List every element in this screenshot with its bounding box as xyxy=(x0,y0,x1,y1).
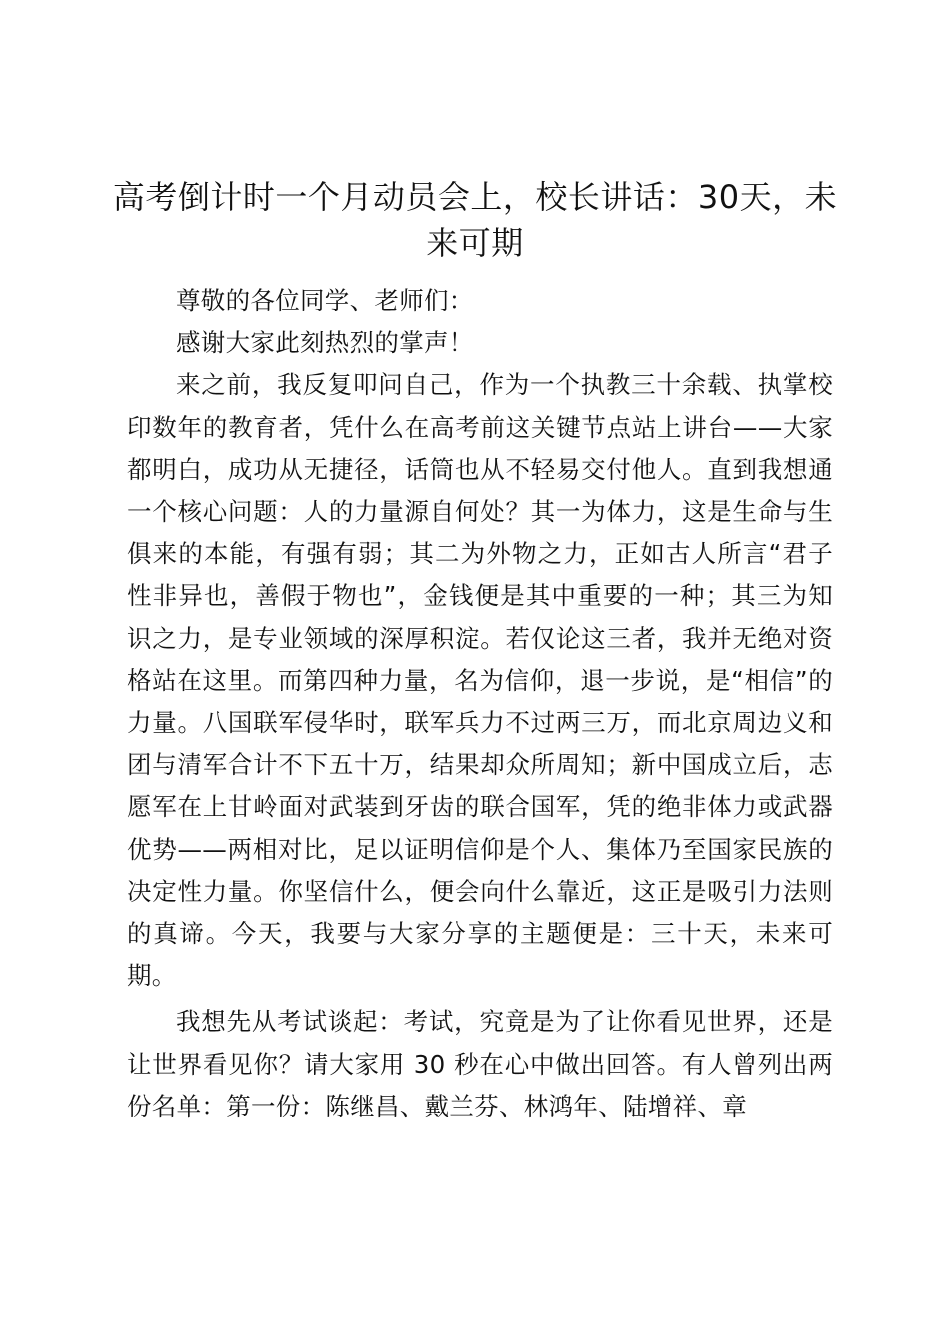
paragraph-greeting: 尊敬的各位同学、老师们： xyxy=(176,286,474,315)
document-body xyxy=(127,280,833,1128)
document-title: 高考倒计时一个月动员会上，校长讲话：30天，未来可期 xyxy=(112,178,838,262)
paragraph-exam: 我想先从考试谈起：考试，究竟是为了让你看见世界，还是让世界看见你？请大家用 30 秒在心中做出回答。有人曾列出两份名单：第一份：陈继昌、戴兰芬、林鸿年、陆增祥、章 xyxy=(127,1007,833,1121)
paragraph-main: 来之前，我反复叩问自己，作为一个执教三十余载、执掌校印数年的教育者，凭什么在高考前这关键节点站上讲台——大家都明白，成功从无捷径，话筒也从不轻易交付他人。直到我想通一个核心问题：人的力量源自何处？其一为体力，这是生命与生俱来的本能，有强有弱；其二为外物之力，正如古人所言“君子性非异也，善假于物也”，金钱便是其中重要的一种；其三为知识之力，是专业领域的深厚积淀。若仅论这三者，我并无绝对资格站在这里。而第四种力量，名为信仰，退一步说，是“相信”的力量。八国联军侵华时，联军兵力不过两三万，而北京周边义和团与清军合计不下五十万，结果却众所周知；新中国成立后，志愿军在上甘岭面对武装到牙齿的联合国军，凭的绝非体力或武器优势——两相对比，足以证明信仰是个人、集体乃至国家民族的决定性力量。你坚信什么，便会向什么靠近，这正是吸引力法则的真谛。今天，我要与大家分享的主题便是：三十天，未来可期。 xyxy=(127,370,833,991)
paragraph-thanks: 感谢大家此刻热烈的掌声！ xyxy=(176,328,474,358)
